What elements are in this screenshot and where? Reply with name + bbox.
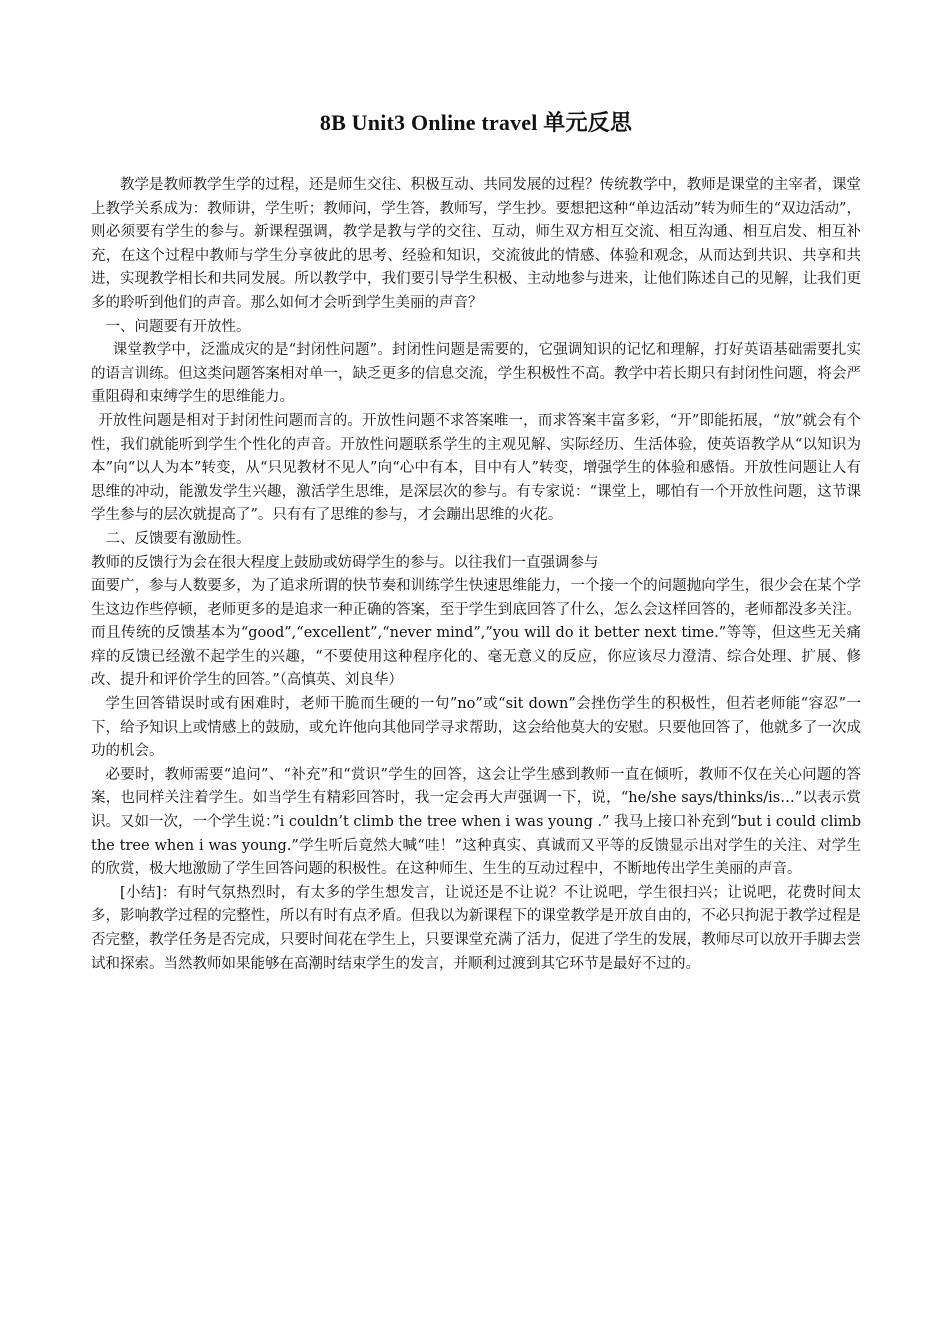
paragraph-open-questions: 开放性问题是相对于封闭性问题而言的。开放性问题不求答案唯一，而求答案丰富多彩，“开”即能拓展，“放”就会有个性，我们就能听到学生个性化的声音。开放性问题联系学生的主观见解、实际经历、生活体验，使英语教学从“以知识为本”向“以人为本”转变，从“只见教材不见人”向“心中有本，目中有人”转变，增强学生的体验和感悟。开放性问题让人有思维的冲动，能激发学生兴趣，激活学生思维，是深层次的参与。有专家说：“课堂上，哪怕有一个开放性问题，这节课学生参与的层次就提高了”。只有有了思维的参与，才会蹦出思维的火花。 xyxy=(91,412,861,524)
document-page xyxy=(91,108,861,976)
paragraph-feedback-intro: 教师的反馈行为会在很大程度上鼓励或妨碍学生的参与。以往我们一直强调参与 xyxy=(91,554,599,571)
paragraph-intro: 教学是教师教学生学的过程，还是师生交往、积极互动、共同发展的过程？传统教学中，教师是课堂的主宰者，课堂上教学关系成为：教师讲，学生听；教师问，学生答，教师写，学生抄。要想把这种“单边活动”转为师生的“双边活动”，则必须要有学生的参与。新课程强调，教学是教与学的交往、互动，师生双方相互交流、相互沟通、相互启发、相互补充，在这个过程中教师与学生分享彼此的思考、经验和知识，交流彼此的情感、体验和观念，从而达到共识、共享和共进，实现教学相长和共同发展。所以教学中，我们要引导学生积极、主动地参与进来，让他们陈述自己的见解，让我们更多的聆听到他们的声音。那么如何才会听到学生美丽的声音？ xyxy=(91,177,861,311)
paragraph-feedback-detail: 面要广，参与人数要多，为了追求所谓的快节奏和训练学生快速思维能力，一个接一个的问题抛向学生，很少会在某个学生这边作些停顿，老师更多的是追求一种正确的答案，至于学生到底回答了什么，怎么会这样回答的，老师都没多关注。而且传统的反馈基本为“good”,“excellent”,“never mind”,”you will do it better next time.”等等，但这些无关痛痒的反馈已经激不起学生的兴趣，“不要使用这种程序化的、毫无意义的反应，你应该尽力澄清、综合处理、扩展、修改、提升和评价学生的回答。”（高慎英、刘良华） xyxy=(91,578,861,689)
paragraph-summary: [小结]：有时气氛热烈时，有太多的学生想发言，让说还是不让说？不让说吧，学生很扫兴；让说吧，花费时间太多，影响教学过程的完整性，所以有时有点矛盾。但我以为新课程下的课堂教学是开放自由的，不必只拘泥于教学过程是否完整，教学任务是否完成，只要时间花在学生上，只要课堂充满了活力，促进了学生的发展，教师尽可以放开手脚去尝试和探索。当然教师如果能够在高潮时结束学生的发言，并顺利过渡到其它环节是最好不过的。 xyxy=(91,884,861,972)
paragraph-follow-up: 必要时，教师需要“追问”、“补充”和“赏识”学生的回答，这会让学生感到教师一直在倾听，教师不仅在关心问题的答案，也同样关注着学生。如当学生有精彩回答时，我一定会再大声强调一下，说，“he/she says/thinks/is…”以表示赏识。又如一次，一个学生说：”i couldn’t climb the tree when i was young .” 我马上接口补充到“but i could climb the tree when i was young.”学生听后竟然大喊“哇！”这种真实、真诚而又平等的反馈显示出对学生的关注、对学生的欣赏，极大地激励了学生回答问题的积极性。在这种师生、生生的互动过程中，不断地传出学生美丽的声音。 xyxy=(91,766,861,878)
document-title: 8B Unit3 Online travel 单元反思 xyxy=(319,110,633,135)
paragraph-wrong-answers: 学生回答错误时或有困难时，老师干脆而生硬的一句”no”或“sit down”会挫伤学生的积极性，但若老师能“容忍”一下，给予知识上或情感上的鼓励，或允许他向其他同学寻求帮助，这会给他莫大的安慰。只要他回答了，他就多了一次成功的机会。 xyxy=(91,696,861,760)
paragraph-closed-questions: 课堂教学中，泛滥成灾的是“封闭性问题”。封闭性问题是需要的，它强调知识的记忆和理解，打好英语基础需要扎实的语言训练。但这类问题答案相对单一，缺乏更多的信息交流，学生积极性不高。教学中若长期只有封闭性问题，将会严重阻碍和束缚学生的思维能力。 xyxy=(91,342,861,406)
heading-section-2: 二、反馈要有激励性。 xyxy=(105,530,251,547)
heading-section-1: 一、问题要有开放性。 xyxy=(105,318,251,335)
